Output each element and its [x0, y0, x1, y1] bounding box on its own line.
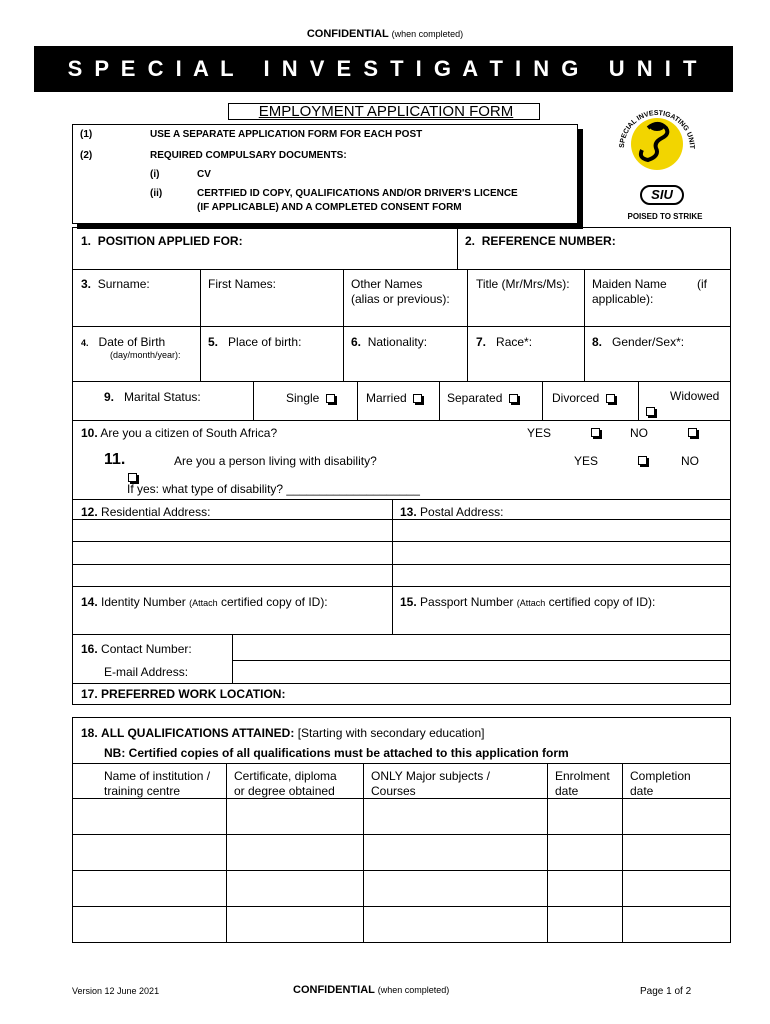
disability-type-field[interactable]: If yes: what type of disability? ____________________ — [127, 482, 420, 496]
field-maiden-if: (if — [697, 277, 707, 291]
title-note: [Starting with secondary education] — [297, 726, 485, 740]
field-num: 10. — [81, 426, 98, 440]
field-title[interactable]: Title (Mr/Mrs/Ms): — [476, 277, 570, 291]
field-race[interactable] — [476, 335, 532, 350]
marital-option-divorced[interactable] — [552, 391, 615, 406]
option-label: Married — [366, 391, 407, 405]
col-header-subjects — [371, 769, 490, 799]
checkbox-icon[interactable] — [509, 394, 518, 403]
col-header-line: Enrolment — [555, 769, 610, 783]
col-header-line: ONLY Major subjects / — [371, 769, 490, 783]
siu-logo — [612, 100, 702, 190]
option-label: Separated — [447, 391, 503, 405]
logo-tagline: POISED TO STRIKE — [627, 212, 703, 221]
checkbox-icon[interactable] — [591, 428, 600, 437]
col-header-line: date — [630, 784, 654, 798]
field-label: ALL QUALIFICATIONS ATTAINED: — [101, 726, 295, 740]
attach-note: (Attach — [516, 598, 546, 608]
field-label: Nationality: — [367, 335, 428, 349]
confidential-label: CONFIDENTIAL — [293, 984, 375, 996]
when-completed-label: (when completed) — [391, 29, 464, 39]
field-num: 9. — [104, 390, 115, 404]
col-header-certificate — [234, 769, 337, 799]
disability-no-label: NO — [681, 454, 699, 468]
field-marital-status — [104, 390, 201, 405]
field-label: Residential Address: — [101, 505, 211, 519]
field-num: 11. — [104, 451, 126, 468]
marital-option-single[interactable] — [286, 391, 335, 406]
field-num: 18. — [81, 726, 98, 740]
siu-emblem-icon — [612, 100, 702, 190]
field-identity-number[interactable] — [81, 595, 328, 611]
field-gender[interactable] — [592, 335, 684, 350]
field-other-names-sub: (alias or previous): — [351, 292, 450, 306]
disability-yes-label: YES — [574, 454, 599, 468]
field-work-location[interactable] — [81, 687, 285, 702]
field-num: 8. — [592, 335, 603, 349]
field-num: 16. — [81, 642, 98, 656]
field-label: Place of birth: — [228, 335, 302, 349]
form-title: EMPLOYMENT APPLICATION FORM — [258, 103, 514, 120]
instruction-num: (2) — [80, 150, 93, 161]
checkbox-icon[interactable] — [638, 456, 647, 465]
checkbox-icon[interactable] — [606, 394, 615, 403]
field-citizen — [81, 426, 277, 441]
marital-option-separated[interactable] — [447, 391, 518, 406]
col-header-line: or degree obtained — [234, 784, 335, 798]
field-num: 13. — [400, 505, 417, 519]
field-maiden-sub: applicable): — [592, 292, 654, 306]
field-num: 15. — [400, 595, 417, 609]
checkbox-icon[interactable] — [128, 473, 137, 482]
col-header-institution — [104, 769, 210, 799]
title-banner — [34, 46, 733, 92]
field-label: Are you a citizen of South Africa? — [100, 426, 278, 440]
field-label: Postal Address: — [420, 505, 504, 519]
field-label: Contact Number: — [101, 642, 192, 656]
col-header-completion — [630, 769, 691, 799]
field-label: POSITION APPLIED FOR: — [97, 234, 243, 248]
instruction-num: (i) — [150, 169, 160, 180]
banner-title: S P E C I A L I N V E S T I G A T I N G U N I T — [67, 56, 700, 81]
option-label: Divorced — [552, 391, 600, 405]
col-header-line: Name of institution / — [104, 769, 211, 783]
field-num: 5. — [208, 335, 219, 349]
footer-page-number: Page 1 of 2 — [640, 986, 692, 997]
instruction-num: (ii) — [150, 188, 163, 199]
footer-version: Version 12 June 2021 — [72, 986, 160, 996]
instruction-text: CERTFIED ID COPY, QUALIFICATIONS AND/OR DRIVER'S LICENCE — [197, 188, 518, 199]
field-postal-address[interactable] — [400, 505, 503, 520]
field-email[interactable]: E-mail Address: — [104, 665, 189, 679]
field-residential-address[interactable] — [81, 505, 210, 520]
attach-rest: certified copy of ID): — [548, 595, 656, 609]
qualifications-title — [81, 726, 484, 741]
field-reference[interactable] — [465, 234, 616, 249]
col-header-enrolment — [555, 769, 610, 799]
field-num: 3. — [81, 277, 92, 291]
instruction-text: USE A SEPARATE APPLICATION FORM FOR EACH POST — [150, 129, 423, 140]
field-num: 4. — [81, 338, 89, 348]
field-label: Passport Number — [420, 595, 514, 609]
field-place-of-birth[interactable] — [208, 335, 301, 350]
field-num: 12. — [81, 505, 98, 519]
instruction-num: (1) — [80, 129, 93, 140]
instruction-text: CV — [197, 169, 211, 180]
field-surname[interactable] — [81, 277, 150, 292]
field-first-names[interactable]: First Names: — [208, 277, 277, 291]
attach-rest: certified copy of ID): — [220, 595, 328, 609]
field-num: 1. — [81, 234, 92, 248]
qualifications-nb: NB: Certified copies of all qualifications must be attached to this application form — [104, 746, 569, 760]
citizen-yes-label: YES — [527, 426, 552, 440]
attach-note: (Attach — [189, 598, 218, 608]
siu-abbrev: SIU — [640, 185, 684, 205]
field-num: 2. — [465, 234, 476, 248]
field-num: 17. — [81, 687, 98, 701]
col-header-line: training centre — [104, 784, 181, 798]
field-label: Gender/Sex*: — [612, 335, 685, 349]
field-label: Surname: — [97, 277, 150, 291]
field-dob-sub: (day/month/year): — [110, 350, 181, 360]
field-passport-number[interactable] — [400, 595, 655, 611]
field-other-names[interactable]: Other Names — [351, 277, 423, 291]
field-contact-number[interactable] — [81, 642, 192, 657]
field-nationality[interactable] — [351, 335, 427, 350]
checkbox-icon[interactable] — [646, 407, 655, 416]
citizen-no-label: NO — [630, 426, 648, 440]
checkbox-icon[interactable] — [688, 428, 697, 437]
col-header-line: Certificate, diploma — [234, 769, 337, 783]
marital-option-widowed[interactable]: Widowed — [670, 389, 720, 403]
confidential-header — [0, 28, 770, 40]
field-num: 14. — [81, 595, 98, 609]
field-maiden-name[interactable]: Maiden Name — [592, 277, 667, 291]
field-label: REFERENCE NUMBER: — [481, 234, 616, 248]
field-label: Marital Status: — [124, 390, 201, 404]
col-header-line: Completion — [630, 769, 691, 783]
field-label: Date of Birth — [98, 335, 166, 349]
field-label: PREFERRED WORK LOCATION: — [101, 687, 286, 701]
footer-confidential — [293, 984, 449, 996]
option-label: Single — [286, 391, 320, 405]
field-label: Identity Number — [101, 595, 186, 609]
when-completed-label: (when completed) — [377, 985, 450, 995]
checkbox-icon[interactable] — [326, 394, 335, 403]
logo-ring-text: SPECIAL INVESTIGATING UNIT — [618, 109, 696, 150]
field-num: 6. — [351, 335, 362, 349]
instruction-text: REQUIRED COMPULSARY DOCUMENTS: — [150, 150, 347, 161]
field-position[interactable] — [81, 234, 243, 249]
marital-option-married[interactable] — [366, 391, 422, 406]
confidential-label: CONFIDENTIAL — [306, 28, 389, 40]
col-header-line: date — [555, 784, 579, 798]
field-num: 7. — [476, 335, 487, 349]
instruction-text: (IF APPLICABLE) AND A COMPLETED CONSENT FORM — [197, 202, 462, 213]
field-disability: Are you a person living with disability? — [174, 454, 377, 468]
checkbox-icon[interactable] — [413, 394, 422, 403]
col-header-line: Courses — [371, 784, 416, 798]
field-label: Race*: — [496, 335, 533, 349]
